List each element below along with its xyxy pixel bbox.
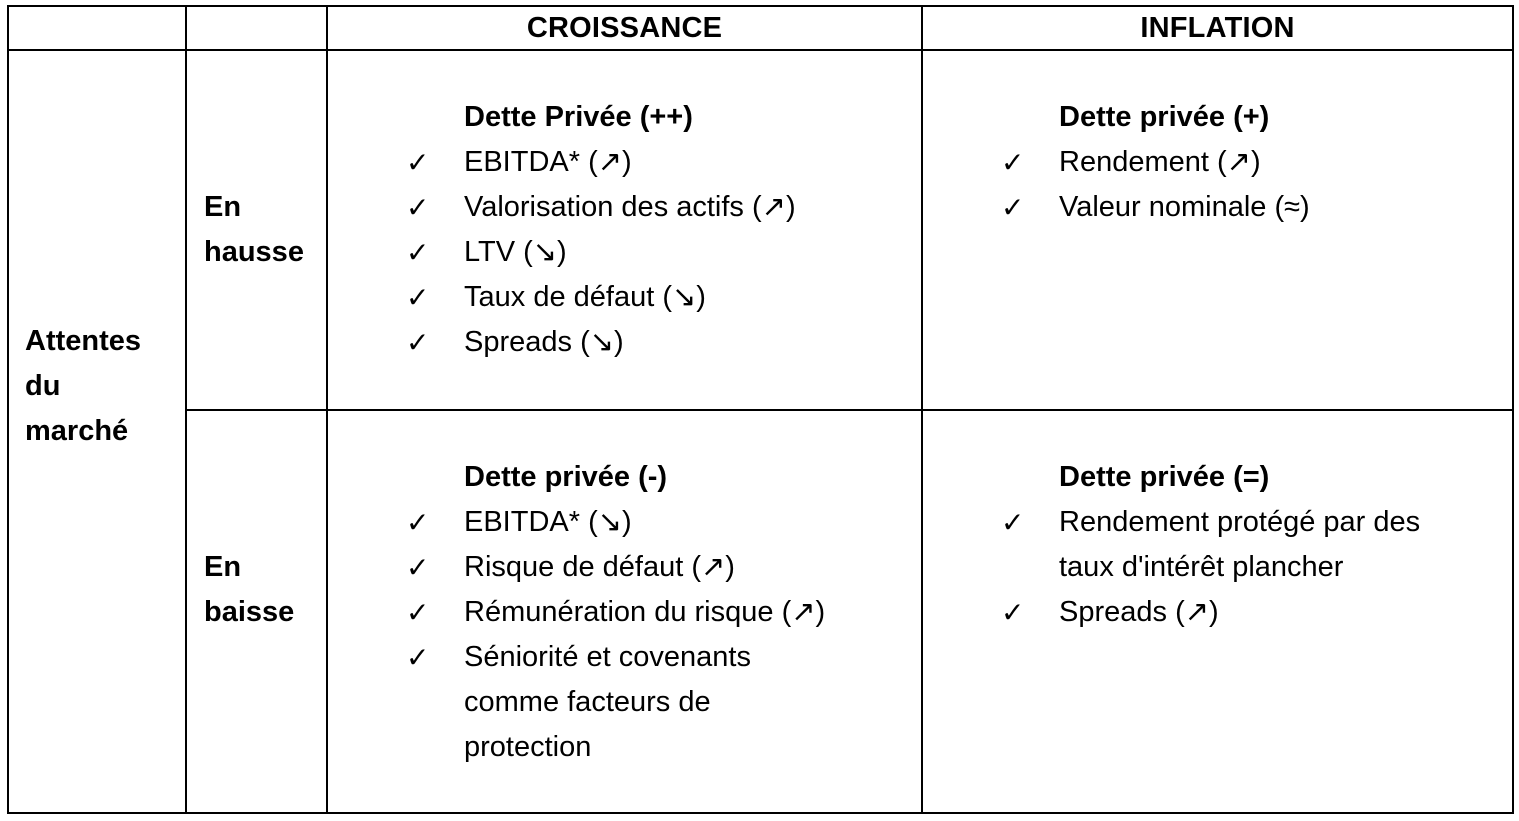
list-item-text: Rendement protégé par des xyxy=(1059,506,1421,538)
checkmark-icon: ✓ xyxy=(406,147,430,178)
list-item xyxy=(1001,185,1501,230)
list-item-text: Séniorité et covenants xyxy=(464,641,751,673)
header-inflation: INFLATION xyxy=(1140,11,1295,44)
list-item xyxy=(1001,590,1501,635)
list-item-text: Spreads (↘) xyxy=(464,326,624,358)
list-item xyxy=(406,140,906,185)
checkmark-icon: ✓ xyxy=(406,282,430,313)
checkmark-icon: ✓ xyxy=(406,507,430,538)
table-divider xyxy=(185,409,1512,411)
side-label-line: Attentes xyxy=(25,325,142,357)
list-item xyxy=(406,230,906,275)
list-item-text: EBITDA* (↘) xyxy=(464,506,632,538)
list-item-text: LTV (↘) xyxy=(464,236,567,268)
checkmark-icon: ✓ xyxy=(406,237,430,268)
row-label-line: En xyxy=(204,191,242,223)
side-label-line: marché xyxy=(25,415,129,447)
list-item-text: Valorisation des actifs (↗) xyxy=(464,191,796,223)
list-item-text: Risque de défaut (↗) xyxy=(464,551,735,583)
list-item-text: Rendement (↗) xyxy=(1059,146,1261,178)
list-item xyxy=(406,275,906,320)
cell-hausse-croissance xyxy=(406,95,906,365)
list-item-text: comme facteurs de xyxy=(464,686,711,718)
row-label-line: En xyxy=(204,551,242,583)
checkmark-icon: ✓ xyxy=(406,327,430,358)
row-label-en-hausse xyxy=(204,185,304,275)
checkmark-icon: ✓ xyxy=(1001,507,1025,538)
checkmark-icon: ✓ xyxy=(406,642,430,673)
list-item xyxy=(406,185,906,230)
row-label-line: hausse xyxy=(204,236,304,268)
checkmark-icon: ✓ xyxy=(406,597,430,628)
list-item-text: Valeur nominale (≈) xyxy=(1059,191,1310,223)
cell-baisse-croissance xyxy=(406,455,906,770)
row-label-en-baisse xyxy=(204,545,294,635)
list-item-text: Rémunération du risque (↗) xyxy=(464,596,826,628)
cell-baisse-inflation xyxy=(1001,455,1501,635)
checkmark-icon: ✓ xyxy=(1001,192,1025,223)
list-item xyxy=(406,545,906,590)
row-label-line: baisse xyxy=(204,596,295,628)
list-item-text: Spreads (↗) xyxy=(1059,596,1219,628)
checkmark-icon: ✓ xyxy=(1001,597,1025,628)
side-label-line: du xyxy=(25,370,61,402)
list-item-text: protection xyxy=(464,731,592,763)
market-expectations-table xyxy=(7,5,1514,814)
cell-title: Dette Privée (++) xyxy=(464,101,693,133)
cell-title: Dette privée (+) xyxy=(1059,101,1270,133)
cell-hausse-inflation xyxy=(1001,95,1501,230)
side-label-attentes-du-marche xyxy=(25,319,141,454)
header-croissance: CROISSANCE xyxy=(526,11,723,44)
list-item-text: EBITDA* (↗) xyxy=(464,146,632,178)
checkmark-icon: ✓ xyxy=(406,552,430,583)
cell-title: Dette privée (=) xyxy=(1059,461,1270,493)
checkmark-icon: ✓ xyxy=(1001,147,1025,178)
list-item xyxy=(1001,140,1501,185)
list-item xyxy=(406,590,906,635)
cell-title: Dette privée (-) xyxy=(464,461,668,493)
table-divider xyxy=(9,49,1512,51)
list-item xyxy=(406,320,906,365)
list-item xyxy=(406,635,906,770)
list-item xyxy=(406,500,906,545)
checkmark-icon: ✓ xyxy=(406,192,430,223)
list-item xyxy=(1001,500,1501,590)
list-item-text: Taux de défaut (↘) xyxy=(464,281,706,313)
list-item-text: taux d'intérêt plancher xyxy=(1059,551,1344,583)
